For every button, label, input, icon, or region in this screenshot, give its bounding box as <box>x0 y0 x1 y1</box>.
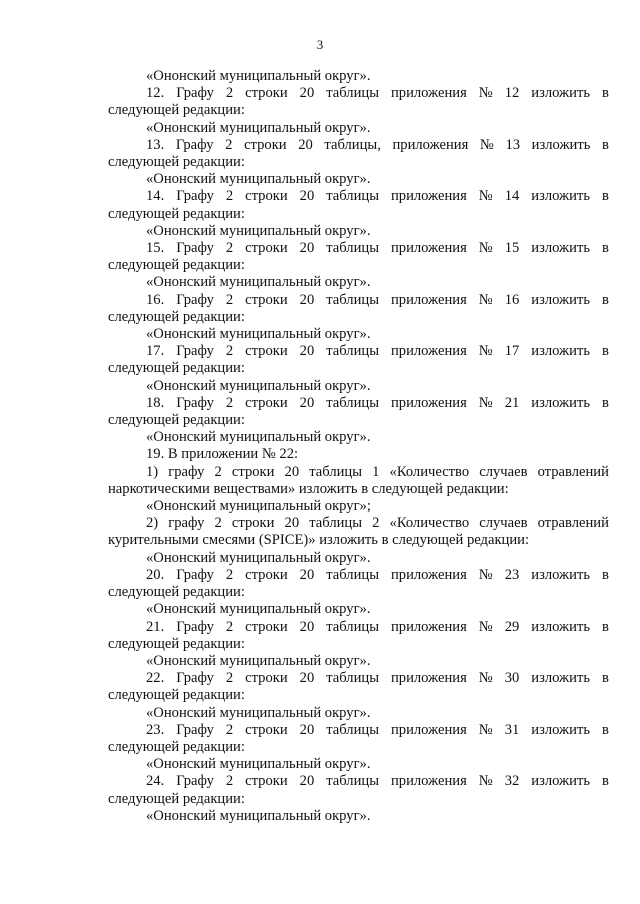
word: таблицы <box>326 343 380 360</box>
item-2 <box>108 188 609 240</box>
word: Графу <box>176 240 214 257</box>
item-continuation: следующей редакции: <box>108 635 245 652</box>
word: 20 <box>299 394 315 411</box>
word: 2 <box>225 240 234 257</box>
word: 30 <box>504 670 520 687</box>
item-0 <box>108 85 609 137</box>
quote-line: «Ононский муниципальный округ». <box>146 377 371 394</box>
document-body <box>108 68 609 825</box>
word: таблицы <box>326 773 380 790</box>
word: строки <box>245 618 288 635</box>
item-after-0 <box>108 567 609 619</box>
word: таблицы <box>309 515 363 532</box>
word: 16. <box>146 291 165 308</box>
word: в <box>601 566 609 583</box>
word: приложения <box>390 85 467 102</box>
word: изложить <box>531 188 590 205</box>
word: Графу <box>176 773 214 790</box>
word: 20 <box>299 670 315 687</box>
word: таблицы <box>309 463 363 480</box>
word: 1 <box>372 463 380 480</box>
word: 14 <box>504 188 520 205</box>
item-continuation: следующей редакции: <box>108 738 245 755</box>
word: приложения <box>392 136 469 153</box>
item-continuation: следующей редакции: <box>108 154 245 171</box>
word: 2 <box>214 515 222 532</box>
item-continuation: следующей редакции: <box>108 360 245 377</box>
word: изложить <box>531 618 590 635</box>
word: 2 <box>225 394 234 411</box>
word: 20 <box>299 240 315 257</box>
word: Графу <box>176 85 214 102</box>
word: № <box>478 618 493 635</box>
item-first-line <box>108 188 609 205</box>
word: 15. <box>146 240 165 257</box>
word: 20 <box>299 85 315 102</box>
word: приложения <box>390 291 467 308</box>
word: № <box>478 670 493 687</box>
word: 2 <box>225 291 234 308</box>
word: 2 <box>225 721 234 738</box>
word: таблицы <box>326 566 380 583</box>
word: изложить <box>531 773 590 790</box>
word: приложения <box>390 773 467 790</box>
quote-line: «Ононский муниципальный округ». <box>146 222 371 239</box>
word: случаев <box>479 463 528 480</box>
word: изложить <box>531 566 590 583</box>
items-list <box>108 85 609 446</box>
word: 2) <box>146 515 159 532</box>
word: 13. <box>146 136 165 153</box>
word: таблицы, <box>324 136 381 153</box>
word: 2 <box>225 618 234 635</box>
item-first-line <box>108 670 609 687</box>
word: 2 <box>225 136 233 153</box>
quote-line: «Ононский муниципальный округ». <box>146 274 371 291</box>
word: строки <box>231 463 275 480</box>
word: 17. <box>146 343 165 360</box>
word: в <box>601 240 609 257</box>
quote-line: «Ононский муниципальный округ». <box>146 119 371 136</box>
word: таблицы <box>326 670 380 687</box>
word: «Количество <box>389 515 470 532</box>
word: в <box>601 291 609 308</box>
word: таблицы <box>326 85 380 102</box>
word: изложить <box>531 85 590 102</box>
word: изложить <box>531 136 591 153</box>
item-after-3 <box>108 722 609 774</box>
word: 1) <box>146 463 159 480</box>
word: 2 <box>225 343 234 360</box>
word: строки <box>245 85 288 102</box>
word: 31 <box>504 721 520 738</box>
word: 20 <box>299 343 315 360</box>
word: Графу <box>176 670 214 687</box>
word: в <box>601 618 609 635</box>
word: приложения <box>390 618 467 635</box>
item-first-line <box>108 292 609 309</box>
item-continuation: следующей редакции: <box>108 308 245 325</box>
word: 2 <box>225 773 234 790</box>
word: 2 <box>225 566 234 583</box>
word: 20 <box>298 136 313 153</box>
word: 20 <box>299 291 315 308</box>
word: 20 <box>299 721 315 738</box>
word: 20 <box>284 463 300 480</box>
item-19-sub1-continuation: наркотическими веществами» изложить в следующей редакции: <box>108 480 509 497</box>
word: строки <box>245 566 288 583</box>
word: № <box>478 85 493 102</box>
word: 20 <box>299 566 315 583</box>
word: строки <box>245 670 288 687</box>
word: 16 <box>504 291 520 308</box>
word: № <box>478 343 493 360</box>
word: в <box>601 773 609 790</box>
word: 13 <box>505 136 521 153</box>
item-first-line <box>108 619 609 636</box>
item-19 <box>108 446 609 566</box>
item-first-line <box>108 567 609 584</box>
word: № <box>478 188 493 205</box>
word: 20 <box>284 515 300 532</box>
word: 21 <box>504 394 520 411</box>
word: 20. <box>146 566 165 583</box>
item-5 <box>108 343 609 395</box>
word: в <box>601 721 609 738</box>
word: 20 <box>299 618 315 635</box>
item-continuation: следующей редакции: <box>108 412 245 429</box>
word: приложения <box>390 721 467 738</box>
item-continuation: следующей редакции: <box>108 205 245 222</box>
word: № <box>478 566 493 583</box>
item-after-1 <box>108 619 609 671</box>
word: 20 <box>299 188 315 205</box>
quote-line: «Ононский муниципальный округ». <box>146 704 371 721</box>
item-19-sub2-quote: «Ононский муниципальный округ». <box>146 549 371 566</box>
word: 24. <box>146 773 165 790</box>
word: Графу <box>176 618 214 635</box>
word: случаев <box>479 515 528 532</box>
item-6 <box>108 395 609 447</box>
word: строки <box>245 188 288 205</box>
item-continuation: следующей редакции: <box>108 102 245 119</box>
item-first-line <box>108 343 609 360</box>
word: таблицы <box>326 394 380 411</box>
word: № <box>478 291 493 308</box>
word: в <box>601 85 609 102</box>
word: таблицы <box>326 240 380 257</box>
word: 23. <box>146 721 165 738</box>
word: № <box>478 721 493 738</box>
word: Графу <box>176 721 214 738</box>
word: приложения <box>390 240 467 257</box>
word: 12 <box>504 85 520 102</box>
word: 2 <box>225 85 234 102</box>
word: приложения <box>390 670 467 687</box>
word: строки <box>245 343 288 360</box>
word: Графу <box>176 188 214 205</box>
quote-line: «Ононский муниципальный округ». <box>146 756 371 773</box>
word: Графу <box>175 136 214 153</box>
word: приложения <box>390 343 467 360</box>
word: изложить <box>531 721 590 738</box>
quote-line: «Ононский муниципальный округ». <box>146 652 371 669</box>
word: 2 <box>372 515 380 532</box>
item-continuation: следующей редакции: <box>108 687 245 704</box>
item-19-heading: 19. В приложении № 22: <box>146 446 299 463</box>
word: 17 <box>504 343 520 360</box>
word: приложения <box>390 394 467 411</box>
word: Графу <box>176 394 214 411</box>
word: Графу <box>176 566 214 583</box>
word: 32 <box>504 773 520 790</box>
word: приложения <box>390 566 467 583</box>
item-first-line <box>108 137 609 154</box>
quote-line: «Ононский муниципальный округ». <box>146 807 371 824</box>
item-continuation: следующей редакции: <box>108 257 245 274</box>
word: графу <box>168 515 205 532</box>
word: строки <box>231 515 275 532</box>
word: 23 <box>504 566 520 583</box>
word: «Количество <box>389 463 470 480</box>
word: 2 <box>214 463 222 480</box>
word: 12. <box>146 85 165 102</box>
item-3 <box>108 240 609 292</box>
item-after-2 <box>108 670 609 722</box>
word: № <box>478 240 493 257</box>
word: 21. <box>146 618 165 635</box>
item-19-sub1-first-line <box>108 464 609 481</box>
word: строки <box>245 721 288 738</box>
item-19-sub2-continuation: курительными смесями (SPICE)» изложить в следующей редакции: <box>108 532 530 549</box>
quote-line: «Ононский муниципальный округ». <box>146 171 371 188</box>
word: 29 <box>504 618 520 635</box>
word: таблицы <box>326 618 380 635</box>
item-first-line <box>108 722 609 739</box>
word: отравлений <box>537 515 609 532</box>
word: таблицы <box>326 721 380 738</box>
item-first-line <box>108 240 609 257</box>
word: строки <box>245 394 288 411</box>
word: в <box>601 670 609 687</box>
item-19-sub2-first-line <box>108 515 609 532</box>
word: строки <box>244 136 287 153</box>
item-first-line <box>108 85 609 102</box>
word: изложить <box>531 291 590 308</box>
word: строки <box>245 291 288 308</box>
items-list-after <box>108 567 609 825</box>
word: № <box>478 773 493 790</box>
word: изложить <box>531 394 590 411</box>
word: № <box>479 136 494 153</box>
word: изложить <box>531 240 590 257</box>
word: в <box>602 136 609 153</box>
word: 18. <box>146 394 165 411</box>
item-1 <box>108 137 609 189</box>
word: строки <box>245 240 288 257</box>
word: отравлений <box>537 463 609 480</box>
quote-line: «Ононский муниципальный округ». <box>146 601 371 618</box>
item-4 <box>108 292 609 344</box>
word: 14. <box>146 188 165 205</box>
word: в <box>601 343 609 360</box>
item-first-line <box>108 395 609 412</box>
word: 2 <box>225 188 234 205</box>
quote-line: «Ононский муниципальный округ». <box>146 68 371 84</box>
quote-line: «Ононский муниципальный округ». <box>146 326 371 343</box>
word: строки <box>245 773 288 790</box>
word: графу <box>168 463 205 480</box>
word: Графу <box>176 343 214 360</box>
word: 15 <box>504 240 520 257</box>
word: изложить <box>531 670 590 687</box>
item-continuation: следующей редакции: <box>108 790 245 807</box>
word: Графу <box>176 291 214 308</box>
word: в <box>601 188 609 205</box>
word: в <box>601 394 609 411</box>
word: 20 <box>299 773 315 790</box>
item-first-line <box>108 773 609 790</box>
quote-line: «Ононский муниципальный округ». <box>146 429 371 446</box>
word: таблицы <box>326 291 380 308</box>
word: изложить <box>531 343 590 360</box>
word: приложения <box>390 188 467 205</box>
word: № <box>478 394 493 411</box>
word: 22. <box>146 670 165 687</box>
word: 2 <box>225 670 234 687</box>
item-19-sub1-quote: «Ононский муниципальный округ»; <box>146 498 371 515</box>
item-after-4 <box>108 773 609 825</box>
item-continuation: следующей редакции: <box>108 584 245 601</box>
word: таблицы <box>326 188 380 205</box>
page-number: 3 <box>316 37 324 52</box>
